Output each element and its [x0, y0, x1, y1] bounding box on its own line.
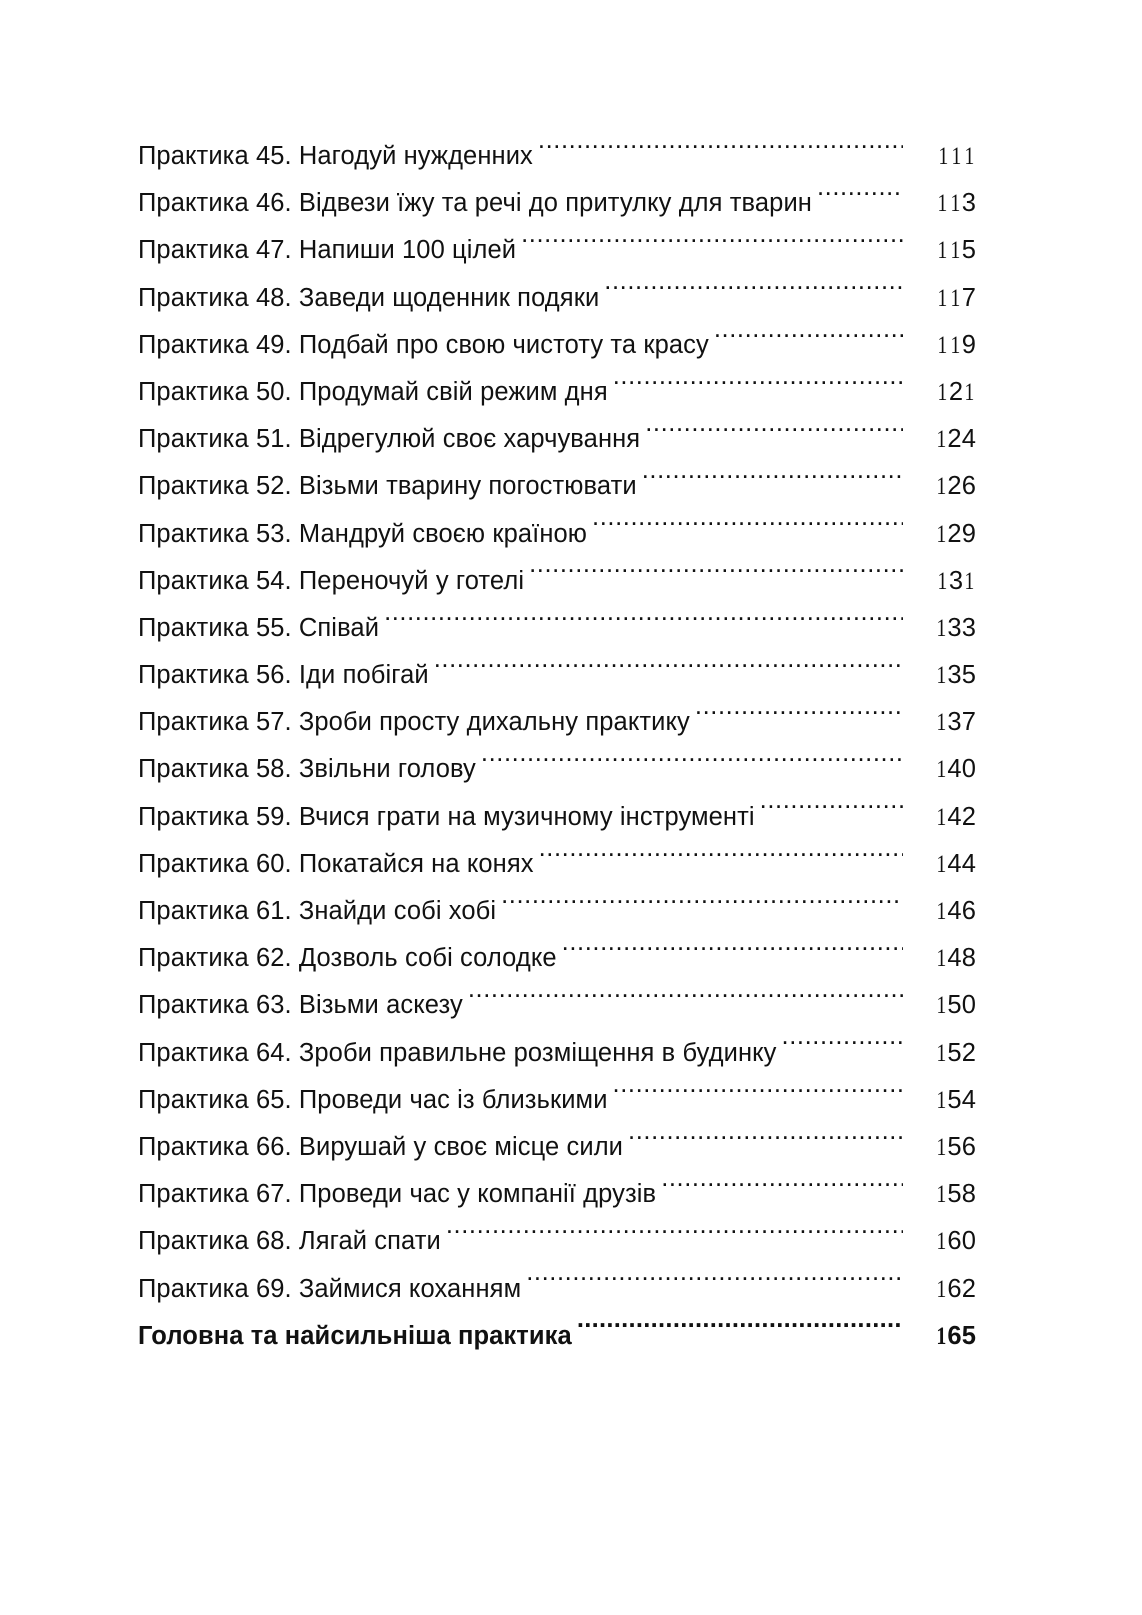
toc-entry-title: Практика 62. Дозволь собі солодке — [138, 944, 557, 973]
toc-entry[interactable] — [138, 179, 976, 226]
toc-entry[interactable] — [138, 415, 976, 462]
toc-entry-title: Практика 68. Лягай спати — [138, 1227, 441, 1256]
toc-entry[interactable] — [138, 934, 976, 981]
digit-one-glyph: 1 — [935, 1273, 946, 1303]
toc-page-number: 140 — [904, 745, 976, 793]
digit-one-glyph: 1 — [935, 848, 946, 878]
toc-dot-leader — [604, 280, 903, 306]
toc-page-number — [904, 132, 976, 180]
digit-one-glyph: 1 — [935, 896, 946, 925]
toc-page-number: 1 13 — [904, 179, 976, 227]
toc-page-number: 1 15 — [904, 226, 976, 274]
toc-page-number: 124 — [904, 415, 976, 463]
toc-entry-title: Практика 56. Іди побігай — [138, 661, 429, 690]
toc-entry-title: Практика 55. Співай — [138, 613, 380, 642]
digit-one-glyph: 1 — [964, 141, 975, 170]
toc-entry-title: Практика 48. Заведи щоденник подяки — [138, 283, 600, 312]
toc-entry-title: Головна та найсильніша практика — [138, 1321, 572, 1350]
digit-one-glyph: 1 — [935, 754, 946, 784]
toc-entry[interactable] — [138, 321, 976, 368]
toc-dot-leader — [562, 941, 903, 967]
toc-page-number: 160 — [904, 1217, 976, 1265]
toc-page-number: 129 — [904, 510, 976, 558]
toc-entry-title: Практика 57. Зроби просту дихальну практику — [138, 708, 690, 737]
toc-entry[interactable] — [138, 793, 976, 840]
toc-entry[interactable] — [138, 274, 976, 321]
digit-one-glyph: 1 — [935, 660, 946, 690]
toc-entry[interactable] — [138, 698, 976, 745]
toc-dot-leader — [446, 1224, 903, 1250]
digit-one-glyph: 1 — [935, 1131, 946, 1161]
toc-entry-title: Практика 64. Зроби правильне розміщення в будинку — [138, 1038, 777, 1067]
toc-entry[interactable] — [138, 1265, 976, 1312]
toc-page-number: 162 — [904, 1265, 976, 1313]
toc-page-number: 1 19 — [904, 321, 976, 369]
toc-entry[interactable] — [138, 1170, 976, 1217]
digit-one-glyph: 1 — [937, 188, 948, 218]
digit-one-glyph: 1 — [964, 376, 975, 406]
digit-one-glyph: 1 — [937, 329, 948, 359]
digit-one-glyph: 1 — [935, 1084, 946, 1114]
toc-dot-leader — [645, 422, 903, 448]
digit-one-glyph: 1 — [935, 990, 946, 1020]
toc-dot-leader — [628, 1129, 903, 1155]
toc-page-number: 158 — [904, 1170, 976, 1218]
toc-entry[interactable] — [138, 1123, 976, 1170]
toc-entry-title: Практика 51. Відрегулюй своє харчування — [138, 425, 641, 454]
toc-entry[interactable] — [138, 651, 976, 698]
toc-entry-title: Практика 49. Подбай про свою чистоту та красу — [138, 330, 709, 359]
toc-entry[interactable] — [138, 132, 976, 179]
toc-entry[interactable] — [138, 1029, 976, 1076]
toc-dot-leader — [782, 1035, 903, 1061]
digit-one-glyph: 1 — [935, 1320, 946, 1350]
digit-one-glyph: 1 — [935, 518, 946, 548]
toc-page-number: 1 17 — [904, 274, 976, 322]
toc-entry[interactable] — [138, 510, 976, 557]
toc-page-number: 152 — [904, 1029, 976, 1077]
toc-page-number: 148 — [904, 934, 976, 982]
toc-entry[interactable] — [138, 887, 976, 934]
toc-entry[interactable] — [138, 557, 976, 604]
toc-entry-title: Практика 58. Звільни голову — [138, 755, 476, 784]
toc-page-number: 156 — [904, 1123, 976, 1171]
toc-entry[interactable] — [138, 1312, 976, 1359]
toc-dot-leader — [481, 752, 903, 778]
toc-entry[interactable] — [138, 604, 976, 651]
toc-entry-title: Практика 65. Проведи час із близькими — [138, 1085, 608, 1114]
toc-dot-leader — [538, 139, 903, 165]
toc-dot-leader — [661, 1177, 903, 1203]
toc-entry[interactable] — [138, 368, 976, 415]
digit-one-glyph: 1 — [937, 282, 948, 312]
toc-entry[interactable] — [138, 745, 976, 792]
digit-one-glyph: 1 — [950, 329, 961, 359]
toc-page-number: 131 — [904, 557, 976, 605]
toc-dot-leader — [714, 327, 903, 353]
toc-entry-title: Практика 53. Мандруй своєю країною — [138, 519, 588, 548]
toc-dot-leader — [642, 469, 903, 495]
toc-entry-title: Практика 66. Вирушай у своє місце сили — [138, 1132, 624, 1161]
toc-page-number: 144 — [904, 840, 976, 888]
toc-dot-leader — [592, 516, 903, 542]
toc-dot-leader — [695, 705, 903, 731]
digit-one-glyph: 1 — [951, 141, 962, 170]
toc-page-number: 154 — [904, 1076, 976, 1124]
digit-one-glyph: 1 — [935, 1226, 946, 1256]
toc-entry-title: Практика 52. Візьми тварину погостювати — [138, 472, 637, 501]
digit-one-glyph: 1 — [935, 707, 946, 737]
digit-one-glyph: 1 — [935, 1037, 946, 1067]
toc-dot-leader — [521, 233, 903, 259]
toc-entry-title: Практика 50. Продумай свій режим дня — [138, 377, 608, 406]
digit-one-glyph: 1 — [937, 376, 948, 406]
toc-dot-leader — [434, 658, 903, 684]
toc-entry[interactable] — [138, 1217, 976, 1264]
digit-one-glyph: 1 — [935, 801, 946, 831]
digit-one-glyph: 1 — [935, 471, 946, 501]
toc-entry-title: Практика 63. Візьми аскезу — [138, 991, 463, 1020]
table-of-contents-list — [138, 132, 976, 1359]
toc-entry-title: Практика 47. Напиши 100 цілей — [138, 236, 517, 265]
toc-dot-leader — [613, 1082, 903, 1108]
toc-entry-title: Практика 46. Відвези їжу та речі до притулку для тварин — [138, 189, 812, 218]
toc-dot-leader — [529, 563, 903, 589]
toc-dot-leader — [613, 374, 903, 400]
toc-entry[interactable] — [138, 840, 976, 887]
toc-dot-leader — [384, 610, 903, 636]
digit-one-glyph: 1 — [938, 141, 949, 170]
toc-page-number: 150 — [904, 981, 976, 1029]
toc-dot-leader — [501, 894, 903, 920]
toc-page-number: 146 — [904, 887, 976, 935]
digit-one-glyph: 1 — [950, 188, 961, 218]
digit-one-glyph: 1 — [937, 565, 948, 595]
toc-entry-title: Практика 59. Вчися грати на музичному інструменті — [138, 802, 755, 831]
toc-entry-title: Практика 67. Проведи час у компанії друзів — [138, 1180, 657, 1209]
digit-one-glyph: 1 — [935, 1179, 946, 1209]
digit-one-glyph: 1 — [964, 565, 975, 595]
digit-one-glyph: 1 — [935, 424, 946, 454]
toc-entry[interactable] — [138, 981, 976, 1028]
toc-dot-leader — [817, 186, 903, 212]
toc-dot-leader — [539, 846, 903, 872]
digit-one-glyph: 1 — [950, 282, 961, 312]
toc-dot-leader — [577, 1318, 903, 1344]
toc-entry-title: Практика 60. Покатайся на конях — [138, 849, 534, 878]
digit-one-glyph: 1 — [950, 235, 961, 265]
digit-one-glyph: 1 — [935, 612, 946, 642]
digit-one-glyph: 1 — [935, 943, 946, 973]
toc-page-number: 137 — [904, 698, 976, 746]
toc-entry-title: Практика 45. Нагодуй нужденних — [138, 142, 533, 170]
toc-page-number: 142 — [904, 793, 976, 841]
toc-dot-leader — [526, 1271, 903, 1297]
toc-entry[interactable] — [138, 226, 976, 273]
toc-dot-leader — [760, 799, 903, 825]
toc-page-number: 126 — [904, 462, 976, 510]
toc-entry[interactable] — [138, 1076, 976, 1123]
toc-entry[interactable] — [138, 462, 976, 509]
toc-entry-title: Практика 54. Переночуй у готелі — [138, 566, 525, 595]
toc-page-number: 135 — [904, 651, 976, 699]
toc-page-number: 165 — [904, 1312, 976, 1360]
toc-page-number: 133 — [904, 604, 976, 652]
toc-entry-title: Практика 69. Займися коханням — [138, 1274, 522, 1303]
digit-one-glyph: 1 — [937, 235, 948, 265]
toc-entry-title: Практика 61. Знайди собі хобі — [138, 897, 497, 925]
toc-page-number: 121 — [904, 368, 976, 416]
toc-dot-leader — [468, 988, 903, 1014]
